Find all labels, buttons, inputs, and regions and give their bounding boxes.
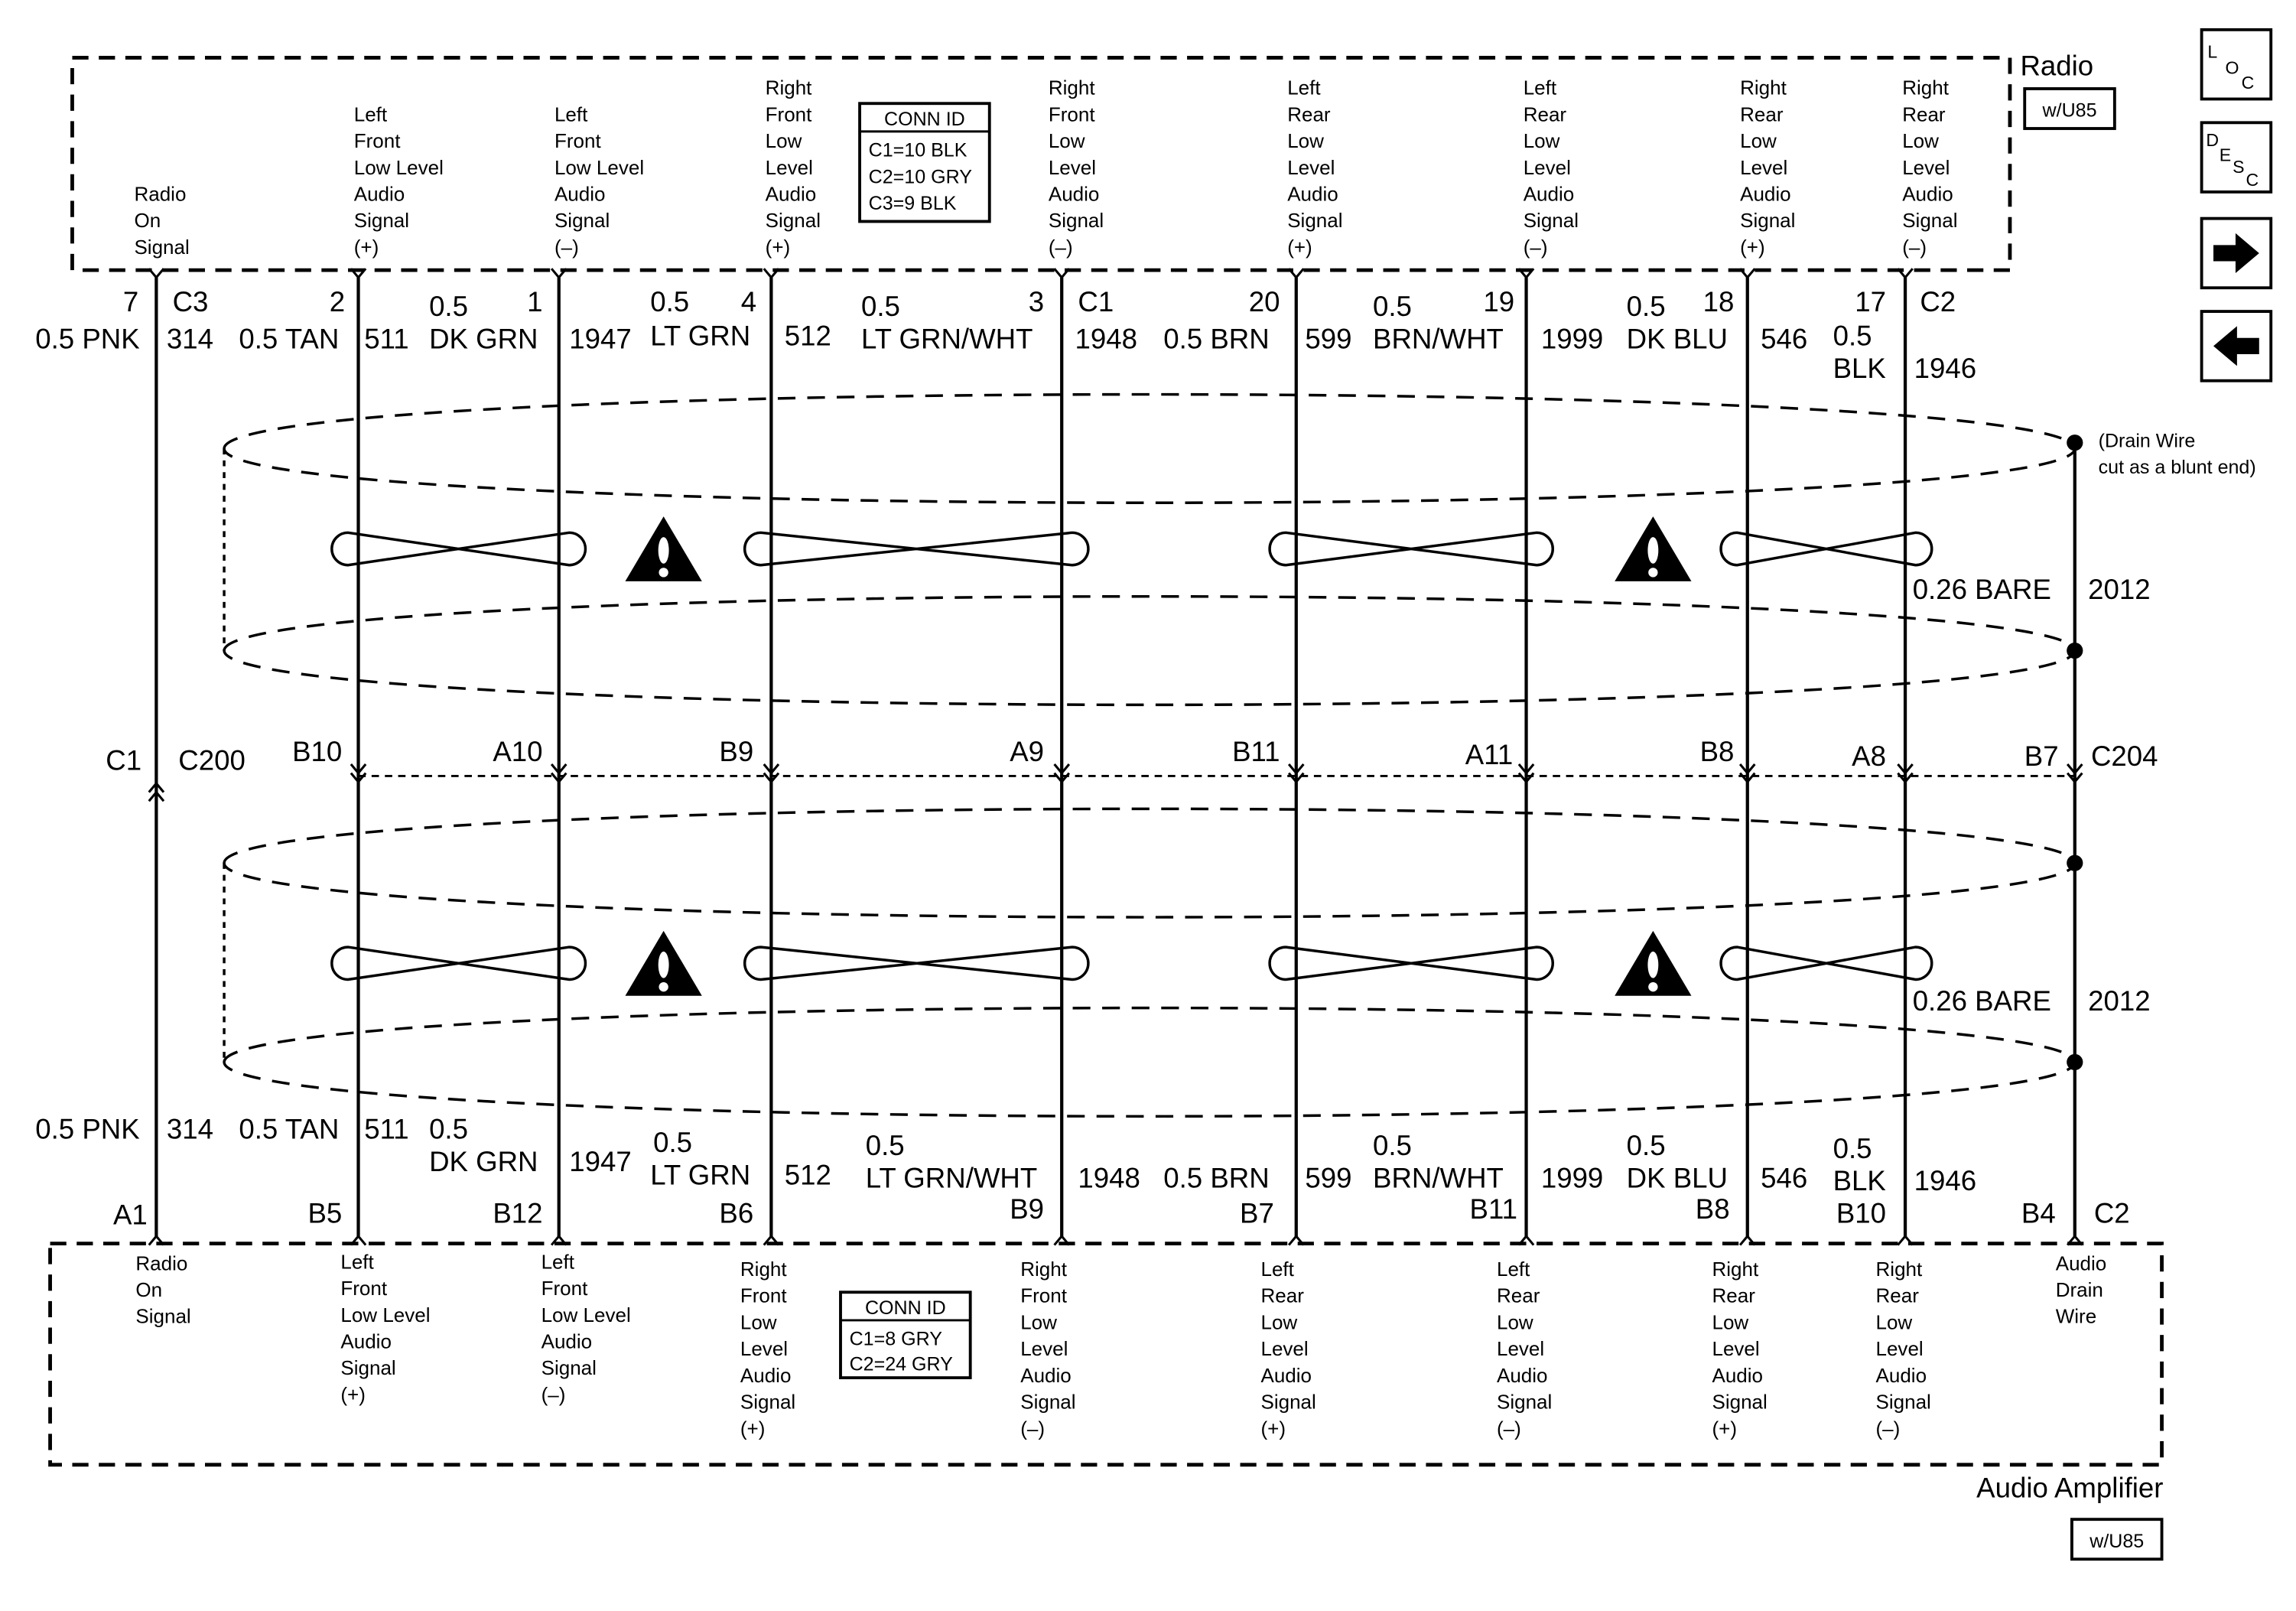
amp-signal-text: Front <box>1020 1284 1067 1307</box>
radio-pin: 3 <box>1028 286 1045 318</box>
connector-terminal <box>149 268 164 278</box>
radio-signal-text: Low <box>1902 129 1939 153</box>
wire-color: 0.5 PNK <box>35 1113 140 1145</box>
amp-signal-text: Low <box>1496 1310 1533 1334</box>
radio-connector: C2 <box>1920 286 1956 318</box>
radio-signal-text: Audio <box>1740 182 1791 206</box>
loc-letter: L <box>2207 41 2218 62</box>
amplifier-option-tag: w/U85 <box>2089 1530 2145 1552</box>
amp-connector: C2 <box>2093 1197 2130 1229</box>
radio-signal-text: Level <box>1523 155 1571 179</box>
circuit-number: 511 <box>364 323 409 355</box>
twisted-pair-symbol <box>332 532 586 565</box>
amp-signal-text: Audio <box>1712 1363 1764 1387</box>
twisted-pair-symbol <box>745 947 1088 979</box>
wire-color: 0.5 BRN <box>1163 1162 1270 1194</box>
radio-pin: 20 <box>1248 286 1280 318</box>
radio-signal-text: Signal <box>353 209 410 233</box>
radio-signal-text: Low <box>765 129 802 153</box>
connector-terminal <box>1289 1236 1303 1245</box>
connector-pin: A10 <box>493 736 543 768</box>
connector-terminal <box>1289 268 1303 278</box>
amp-signal-text: Audio <box>1496 1363 1548 1387</box>
radio-conn-id-line: C3=9 BLK <box>868 193 957 215</box>
radio-conn-id-line: C1=10 BLK <box>868 139 968 161</box>
radio-signal-text: Front <box>1048 103 1095 126</box>
radio-signal-text: Low <box>1523 129 1560 153</box>
amp-signal-text: Level <box>1260 1337 1309 1361</box>
twisted-pair-symbol <box>1270 947 1553 979</box>
amp-signal-text: Signal <box>541 1356 597 1380</box>
circuit-number: 599 <box>1305 323 1352 355</box>
amp-signal-text: Low <box>1875 1310 1913 1334</box>
amp-signal-text: Drain <box>2055 1278 2103 1302</box>
amp-signal-text: (+) <box>1260 1417 1286 1440</box>
amp-signal-text: Level <box>1712 1337 1760 1361</box>
radio-signal-text: Signal <box>1523 209 1579 233</box>
amp-signal-text: Left <box>1496 1258 1530 1281</box>
amp-signal-text: Left <box>340 1250 374 1274</box>
amp-signal-text: Low <box>1260 1310 1298 1334</box>
connector-terminal <box>1898 268 1912 278</box>
twisted-pair-symbol <box>1721 947 1932 979</box>
amp-signal-text: (+) <box>340 1382 366 1406</box>
radio-signal-text: Audio <box>765 182 817 206</box>
amplifier-signal-labels <box>135 1250 2106 1440</box>
radio-connector: C1 <box>1078 286 1114 318</box>
drain-circuit: 2012 <box>2088 985 2151 1017</box>
amp-signal-text: (–) <box>1875 1417 1901 1440</box>
radio-signal-text: Audio <box>1287 182 1338 206</box>
wire-color: LT GRN/WHT <box>860 323 1033 355</box>
amp-signal-text: Front <box>541 1277 588 1300</box>
radio-signal-text: (–) <box>554 235 579 259</box>
desc-letter: S <box>2233 156 2245 177</box>
circuit-number: 1999 <box>1540 1162 1604 1194</box>
radio-signal-text: On <box>134 209 161 233</box>
wire-color: 0.5 <box>865 1129 905 1161</box>
amp-pin: B10 <box>1836 1197 1886 1229</box>
amp-signal-text: Right <box>740 1258 787 1281</box>
amp-signal-text: On <box>135 1278 163 1302</box>
amp-signal-text: Radio <box>135 1251 188 1275</box>
radio-signal-text: Rear <box>1523 103 1567 126</box>
drain-splice-dot <box>2067 643 2083 659</box>
radio-signal-text: (+) <box>765 235 791 259</box>
radio-signal-text: Low <box>1740 129 1777 153</box>
radio-connector: C3 <box>172 286 209 318</box>
radio-signal-text: Rear <box>1902 103 1946 126</box>
radio-signal-text: (+) <box>1740 235 1765 259</box>
upper-shield <box>224 395 2075 705</box>
wire-color: LT GRN/WHT <box>865 1162 1038 1194</box>
radio-conn-id-title: CONN ID <box>884 109 965 131</box>
wire-color: 0.5 <box>1833 1132 1872 1164</box>
amp-signal-text: Signal <box>740 1390 796 1414</box>
radio-pin: 18 <box>1702 286 1735 318</box>
wire-color: 0.5 <box>860 290 900 322</box>
amp-signal-text: Left <box>1260 1258 1294 1281</box>
amp-signal-text: Rear <box>1260 1284 1304 1307</box>
wire-color: BLK <box>1833 352 1886 384</box>
wire-color: 0.5 <box>653 1127 693 1159</box>
amp-signal-text: (–) <box>1496 1417 1521 1440</box>
amplifier-conn-id-line: C1=8 GRY <box>849 1328 942 1350</box>
circuit-number: 1948 <box>1078 1162 1140 1194</box>
circuit-number: 512 <box>784 1159 831 1191</box>
amp-pin: B12 <box>493 1197 543 1229</box>
radio-signal-text: Audio <box>1523 182 1575 206</box>
amplifier-title: Audio Amplifier <box>1976 1472 2164 1504</box>
radio-signal-text: Right <box>1048 76 1095 99</box>
circuit-number: 314 <box>166 1113 213 1145</box>
amp-signal-text: Low <box>1020 1310 1057 1334</box>
radio-signal-text: Low <box>1287 129 1324 153</box>
connector-label: C204 <box>2090 740 2158 772</box>
amp-signal-text: Right <box>1020 1258 1067 1281</box>
amp-signal-text: Left <box>541 1250 575 1274</box>
radio-conn-id-line: C2=10 GRY <box>868 166 972 188</box>
wire-color: DK BLU <box>1626 323 1728 355</box>
warning-icon <box>1615 931 1691 996</box>
radio-option-tag: w/U85 <box>2042 99 2097 122</box>
connector-pin: A9 <box>1010 736 1045 768</box>
radio-signal-labels <box>134 76 1957 259</box>
radio-signal-text: Left <box>353 103 388 126</box>
amp-signal-text: Signal <box>340 1356 396 1380</box>
amp-signal-text: Signal <box>1020 1390 1076 1414</box>
amp-pin: B8 <box>1695 1193 1730 1225</box>
radio-signal-text: Level <box>1902 155 1950 179</box>
amp-signal-text: Signal <box>1496 1390 1553 1414</box>
circuit-number: 546 <box>1761 1162 1808 1194</box>
radio-signal-text: Audio <box>353 182 405 206</box>
amp-signal-text: Signal <box>135 1304 191 1328</box>
next-page-button[interactable] <box>2202 219 2272 288</box>
radio-signal-text: (+) <box>1287 235 1312 259</box>
radio-signal-text: Right <box>1740 76 1787 99</box>
circuit-number: 1947 <box>569 1146 632 1178</box>
amp-signal-text: Audio <box>541 1329 593 1353</box>
amp-signal-text: Signal <box>1260 1390 1316 1414</box>
circuit-number: 599 <box>1305 1162 1352 1194</box>
drain-end-dot <box>2067 434 2083 451</box>
radio-signal-text: Front <box>765 103 812 126</box>
radio-signal-text: Front <box>353 129 401 153</box>
radio-pin: 4 <box>740 286 757 318</box>
amp-signal-text: (–) <box>1020 1417 1046 1440</box>
amp-signal-text: Low Level <box>541 1303 631 1326</box>
circuit-number: 1948 <box>1075 323 1138 355</box>
radio-signal-text: Signal <box>1048 209 1104 233</box>
radio-signal-text: Signal <box>1902 209 1958 233</box>
inline-connector-labels <box>106 736 2158 776</box>
amp-signal-text: Low Level <box>340 1303 431 1326</box>
radio-signal-text: Signal <box>134 235 190 259</box>
desc-letter: C <box>2246 170 2259 190</box>
lower-shield <box>224 809 2075 1116</box>
twisted-pair-symbol <box>1721 532 1932 565</box>
amp-signal-text: Right <box>1875 1258 1923 1281</box>
connector-terminal <box>1740 1236 1755 1245</box>
twisted-pair-symbol <box>745 532 1088 565</box>
amp-pin: B5 <box>307 1197 343 1229</box>
radio-signal-text: Radio <box>134 182 187 206</box>
wire-color: 0.5 TAN <box>239 323 340 355</box>
amp-signal-text: Audio <box>340 1329 392 1353</box>
radio-signal-text: (+) <box>353 235 379 259</box>
connector-label: C200 <box>178 744 246 776</box>
connector-terminal <box>1898 1236 1912 1245</box>
amp-signal-text: Audio <box>2055 1251 2107 1275</box>
amp-pin: B9 <box>1010 1193 1045 1225</box>
drain-splice-dot <box>2067 855 2083 871</box>
amp-signal-text: (+) <box>740 1417 766 1440</box>
upper-wire-labels <box>35 286 1976 384</box>
radio-signal-text: (–) <box>1048 235 1073 259</box>
drain-note: cut as a blunt end) <box>2098 457 2256 479</box>
circuit-number: 1999 <box>1540 323 1604 355</box>
radio-pin: 1 <box>527 286 543 318</box>
radio-signal-text: (–) <box>1902 235 1927 259</box>
connector-terminal <box>1740 268 1755 278</box>
radio-signal-text: Left <box>1287 76 1321 99</box>
wire-color: 0.5 <box>429 290 468 322</box>
radio-signal-text: Rear <box>1740 103 1784 126</box>
amp-signal-text: Rear <box>1712 1284 1755 1307</box>
circuit-number: 546 <box>1761 323 1808 355</box>
loc-button[interactable] <box>2202 30 2272 99</box>
amp-signal-text: Front <box>740 1284 787 1307</box>
wire-color: DK BLU <box>1626 1162 1728 1194</box>
radio-signal-text: Level <box>1740 155 1788 179</box>
radio-pin: 2 <box>329 286 346 318</box>
amp-signal-text: Audio <box>1875 1363 1927 1387</box>
wire-color: 0.5 TAN <box>239 1113 340 1145</box>
amp-pin: A1 <box>112 1199 148 1231</box>
desc-letter: D <box>2206 130 2220 151</box>
amp-signal-text: Audio <box>740 1363 792 1387</box>
radio-signal-text: Right <box>1902 76 1949 99</box>
radio-signal-text: Signal <box>765 209 821 233</box>
connector-pin: B9 <box>719 736 754 768</box>
connector-label: C1 <box>106 744 142 776</box>
drain-wire-color: 0.26 BARE <box>1912 985 2051 1017</box>
amp-signal-text: Low <box>740 1310 777 1334</box>
twisted-pairs <box>332 532 1932 979</box>
amp-signal-text: Level <box>740 1337 789 1361</box>
wire-color: 0.5 <box>429 1113 468 1145</box>
connector-pin: B11 <box>1232 736 1280 768</box>
amp-signal-text: Signal <box>1712 1390 1768 1414</box>
wire-color: 0.5 BRN <box>1163 323 1270 355</box>
connector-pin: B8 <box>1699 736 1735 768</box>
wire-color: BLK <box>1833 1165 1886 1197</box>
drain-wire-color: 0.26 BARE <box>1912 574 2051 606</box>
connector-terminal <box>551 268 566 278</box>
amp-signal-text: Low <box>1712 1310 1749 1334</box>
desc-button[interactable] <box>2202 122 2272 192</box>
drain-splice-dot <box>2067 1054 2083 1070</box>
amp-signal-text: Wire <box>2055 1304 2097 1328</box>
wire-color: 0.5 <box>1833 320 1872 352</box>
circuit-number: 1946 <box>1914 1165 1977 1197</box>
radio-pin: 19 <box>1483 286 1515 318</box>
connector-pin: B7 <box>2024 740 2059 772</box>
amplifier-conn-id-title: CONN ID <box>864 1297 946 1320</box>
warning-icon <box>626 516 702 581</box>
drain-note: (Drain Wire <box>2098 430 2196 452</box>
amp-signal-text: (–) <box>541 1382 566 1406</box>
loc-letter: O <box>2225 57 2239 78</box>
twisted-pair-symbol <box>332 947 586 979</box>
circuit-number: 1947 <box>569 323 632 355</box>
twisted-pair-symbol <box>1270 532 1553 565</box>
circuit-number: 511 <box>364 1113 409 1145</box>
radio-signal-text: Level <box>1287 155 1335 179</box>
radio-signal-text: Rear <box>1287 103 1331 126</box>
radio-signal-text: Audio <box>554 182 606 206</box>
warning-icon <box>1615 516 1691 581</box>
radio-signal-text: Audio <box>1048 182 1100 206</box>
radio-signal-text: Audio <box>1902 182 1953 206</box>
amp-signal-text: Rear <box>1875 1284 1919 1307</box>
amplifier-conn-id-line: C2=24 GRY <box>849 1353 953 1375</box>
wire-color: 0.5 PNK <box>35 323 140 355</box>
wire-color: BRN/WHT <box>1373 323 1504 355</box>
radio-pin: 7 <box>122 286 139 318</box>
radio-signal-text: Signal <box>554 209 610 233</box>
circuit-number: 512 <box>784 320 831 352</box>
radio-title: Radio <box>2020 50 2094 82</box>
amp-pin: B6 <box>719 1197 754 1229</box>
amp-signal-text: Right <box>1712 1258 1759 1281</box>
radio-signal-text: Low <box>1048 129 1085 153</box>
amp-signal-text: Rear <box>1496 1284 1540 1307</box>
radio-signal-text: (–) <box>1523 235 1548 259</box>
wire-color: LT GRN <box>650 320 751 352</box>
radio-signal-text: Signal <box>1287 209 1343 233</box>
lower-wire-labels <box>35 1114 2129 1231</box>
desc-letter: E <box>2219 145 2232 165</box>
drain-circuit: 2012 <box>2088 574 2151 606</box>
wire-color: 0.5 <box>1373 1129 1412 1161</box>
amp-signal-text: Level <box>1496 1337 1545 1361</box>
radio-signal-text: Signal <box>1740 209 1796 233</box>
amp-signal-text: Front <box>340 1277 388 1300</box>
loc-letter: C <box>2241 72 2255 93</box>
wires <box>149 268 2083 1245</box>
amp-pin: B4 <box>2021 1197 2056 1229</box>
amp-signal-text: Audio <box>1020 1363 1072 1387</box>
wire-color: DK GRN <box>429 323 538 355</box>
amp-pin: B11 <box>1469 1193 1517 1225</box>
amp-signal-text: (+) <box>1712 1417 1738 1440</box>
amp-signal-text: Audio <box>1260 1363 1312 1387</box>
connector-pin: A11 <box>1465 739 1514 771</box>
wire-color: 0.5 <box>1626 290 1666 322</box>
wire-color: LT GRN <box>650 1159 751 1191</box>
connector-pin: A8 <box>1852 740 1886 772</box>
connector-terminal <box>764 268 779 278</box>
radio-signal-text: Level <box>765 155 813 179</box>
wire-color: 0.5 <box>650 286 690 318</box>
radio-signal-text: Right <box>765 76 812 99</box>
circuit-number: 1946 <box>1914 352 1977 384</box>
amp-pin: B7 <box>1240 1197 1274 1229</box>
radio-signal-text: Left <box>1523 76 1557 99</box>
wire-color: BRN/WHT <box>1373 1162 1504 1194</box>
amp-signal-text: Level <box>1875 1337 1924 1361</box>
radio-signal-text: Front <box>554 129 601 153</box>
prev-page-button[interactable] <box>2202 311 2272 381</box>
wire-color: 0.5 <box>1373 290 1412 322</box>
amp-signal-text: Signal <box>1875 1390 1931 1414</box>
radio-signal-text: Low Level <box>353 155 444 179</box>
connector-terminal <box>1055 268 1069 278</box>
radio-signal-text: Left <box>554 103 588 126</box>
wire-color: DK GRN <box>429 1146 538 1178</box>
radio-signal-text: Low Level <box>554 155 645 179</box>
radio-signal-text: Level <box>1048 155 1097 179</box>
wire-color: 0.5 <box>1626 1129 1666 1161</box>
circuit-number: 314 <box>166 323 213 355</box>
connector-pin: B10 <box>292 736 343 768</box>
warning-icon <box>626 931 702 996</box>
amp-signal-text: Level <box>1020 1337 1068 1361</box>
radio-pin: 17 <box>1855 286 1886 318</box>
